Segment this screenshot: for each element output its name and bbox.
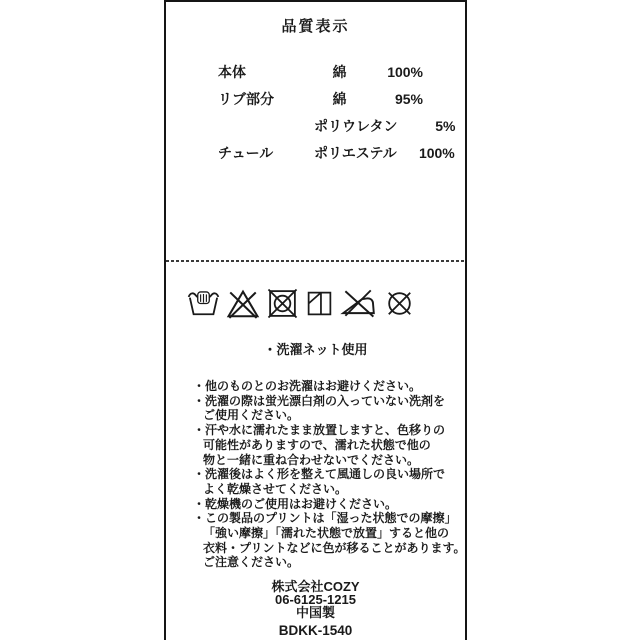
phone-number: 06-6125-1215: [275, 591, 356, 607]
instruction-line: ご注意ください。: [203, 555, 300, 570]
care-label: [164, 0, 467, 640]
instruction-line: ・洗濯後はよく形を整えて風通しの良い場所で: [193, 467, 446, 482]
composition-row: [218, 140, 455, 167]
hang-dry-in-shade-icon: [305, 286, 334, 321]
instruction-line: 衣料・プリントなどに色が移ることがあります。: [203, 540, 466, 555]
composition-part: リブ部分: [218, 91, 274, 107]
instruction-line: ・洗濯の際は蛍光漂白剤の入っていない洗剤を: [193, 393, 446, 408]
composition-percent: 95%: [394, 91, 423, 107]
composition-material: ポリエステル: [314, 145, 397, 161]
do-not-bleach-icon: [226, 286, 260, 321]
instruction-line: ご使用ください。: [203, 408, 300, 423]
item-code: BDKK-1540: [278, 623, 353, 639]
label-footer: [166, 581, 465, 638]
country-of-origin: 中国製: [295, 604, 335, 620]
composition-percent: 100%: [418, 145, 455, 161]
instruction-line: ・乾燥機のご使用はお避けください。: [193, 496, 398, 511]
composition-percent: 100%: [387, 64, 423, 80]
composition-row: [218, 86, 423, 113]
composition-material: 綿: [332, 91, 347, 107]
composition-material: ポリウレタン: [314, 118, 398, 134]
instruction-line: ・この製品のプリントは「湿った状態での摩擦」: [193, 511, 457, 526]
composition-row: [218, 59, 423, 86]
company-name: 株式会社COZY: [271, 579, 360, 594]
laundry-net-note: ・洗濯ネット使用: [263, 342, 368, 357]
instruction-line: よく乾燥させてください。: [203, 481, 348, 496]
composition-part: 本体: [218, 64, 246, 80]
instruction-line: 物と一緒に重ね合わせないでください。: [203, 452, 420, 467]
hand-wash-icon: [187, 286, 220, 321]
instruction-line: 可能性がありますので、濡れた状態で他の: [203, 437, 431, 452]
composition-table: [166, 59, 465, 167]
composition-percent: 5%: [435, 118, 456, 134]
instruction-line: ・汗や水に濡れたまま放置しますと、色移りの: [193, 423, 446, 438]
do-not-tumble-dry-icon: [266, 286, 299, 321]
composition-part: チュール: [218, 145, 274, 161]
care-symbols-row: [187, 286, 416, 321]
instruction-line: 「強い摩擦」「濡れた状態で放置」すると他の: [203, 526, 450, 541]
label-title: 品質表示: [281, 18, 350, 35]
do-not-iron-icon: [340, 286, 377, 321]
do-not-dry-clean-icon: [383, 286, 416, 321]
care-instructions: [193, 379, 466, 570]
composition-row: [218, 113, 456, 140]
perforation-line: [166, 260, 465, 262]
composition-material: 綿: [332, 64, 347, 80]
instruction-line: ・他のものとのお洗濯はお避けください。: [193, 379, 422, 393]
